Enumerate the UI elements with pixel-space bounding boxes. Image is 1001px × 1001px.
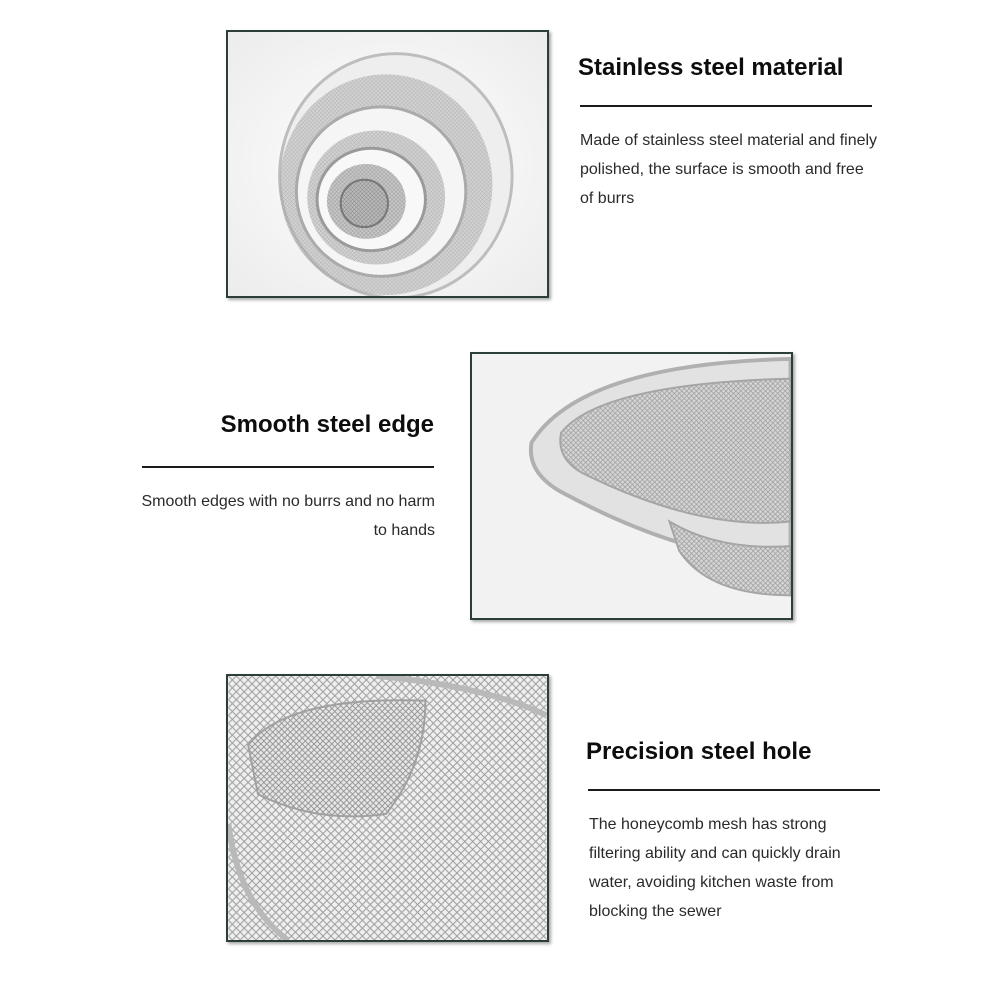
strainer-mesh-closeup-icon — [228, 676, 547, 940]
feature-title-edge: Smooth steel edge — [220, 411, 434, 438]
strainer-edge-closeup-icon — [472, 354, 791, 618]
feature-description-edge: Smooth edges with no burrs and no harm to hands — [141, 493, 435, 539]
feature-description-mesh: The honeycomb mesh has strong filtering ability and can quickly drain water, avoiding kitchen waste from blocking the sewer — [589, 816, 841, 920]
feature-divider-material — [580, 105, 872, 107]
feature-description-material: Made of stainless steel material and finely polished, the surface is smooth and free of burrs — [580, 132, 878, 207]
strainer-edge-closeup-image — [470, 352, 793, 620]
feature-title-mesh: Precision steel hole — [586, 738, 812, 765]
strainer-mesh-closeup-image — [226, 674, 549, 942]
feature-divider-mesh — [588, 789, 880, 791]
feature-divider-edge — [142, 466, 434, 468]
strainer-top-view-icon — [228, 32, 547, 296]
feature-title-material: Stainless steel material — [578, 54, 844, 81]
strainer-top-view-image — [226, 30, 549, 298]
